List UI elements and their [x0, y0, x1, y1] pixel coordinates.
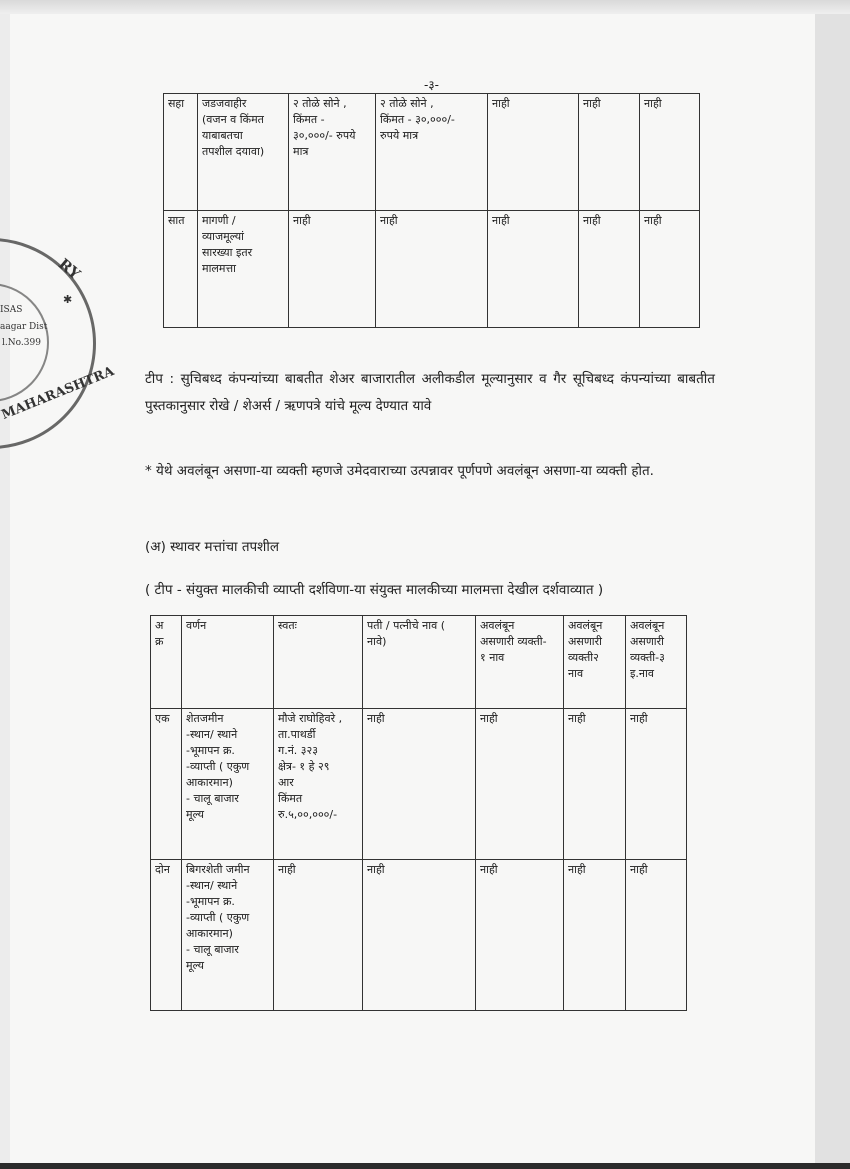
cell-self: मौजे राघोहिवरे , ता.पाथर्डी ग.नं. ३२३ क्षेत्र- १ हे २९ आर किंमत रु.५,००,०००/-: [274, 709, 363, 860]
cell-dependent-2: नाही: [579, 211, 640, 328]
scan-bottom-edge: [0, 1163, 850, 1169]
seal-text-line3: l.No.399: [2, 338, 41, 348]
row-description: बिगरशेती जमीन -स्थान/ स्थाने -भूमापन क्र. -व्याप्ती ( एकुण आकारमान) - चालू बाजार मूल्य: [182, 860, 274, 1011]
table-header-row: [151, 616, 687, 709]
seal-text-line2: aagar Dist: [0, 322, 48, 332]
cell-spouse: २ तोळे सोने , किंमत - ३०,०००/- रुपये मात्र: [376, 94, 488, 211]
immovable-property-table: [150, 615, 687, 1011]
section-title: (अ) स्थावर मत्तांचा तपशील: [145, 539, 280, 555]
cell-dependent-2: नाही: [564, 709, 626, 860]
cell-self: २ तोळे सोने , किंमत - ३०,०००/- रुपये मात्र: [289, 94, 376, 211]
cell-dependent-3: नाही: [626, 709, 687, 860]
seal-text-line1: ISAS: [0, 305, 23, 315]
seal-text-state: MAHARASHTRA: [0, 364, 117, 423]
row-description: मागणी / व्याजमूल्यां सारख्या इतर मालमत्ता: [198, 211, 289, 328]
cell-dependent-3: नाही: [640, 94, 700, 211]
cell-dependent-1: नाही: [476, 860, 564, 1011]
row-description: शेतजमीन -स्थान/ स्थाने -भूमापन क्र. -व्याप्ती ( एकुण आकारमान) - चालू बाजार मूल्य: [182, 709, 274, 860]
dependents-note: * येथे अवलंबून असणा-या व्यक्ती म्हणजे उमेदवाराच्या उत्पन्नावर पूर्णपणे अवलंबून असणा-या व्यक्ती होत.: [145, 463, 654, 479]
table-row: [151, 709, 687, 860]
cell-self: नाही: [289, 211, 376, 328]
scan-shadow: [0, 0, 850, 14]
header-dependent-3: अवलंबून असणारी व्यक्ती-३ इ.नाव: [626, 616, 687, 709]
header-description: वर्णन: [182, 616, 274, 709]
row-serial: दोन: [151, 860, 182, 1011]
cell-spouse: नाही: [376, 211, 488, 328]
header-spouse: पती / पत्नीचे नाव ( नावे): [363, 616, 476, 709]
table-row: [151, 860, 687, 1011]
row-serial: सात: [164, 211, 198, 328]
scan-edge: [815, 0, 850, 1169]
cell-self: नाही: [274, 860, 363, 1011]
cell-spouse: नाही: [363, 709, 476, 860]
header-self: स्वतः: [274, 616, 363, 709]
valuation-note: टीप : सुचिबध्द कंपन्यांच्या बाबतीत शेअर बाजारातील अलीकडील मूल्यानुसार व गैर सूचिबध्द कंपन्यांच्या बाबतीत पुस्तकानुसार रोखे / शेअर्स / ऋणपत्रे यांचे मूल्य देण्यात यावे: [145, 371, 715, 414]
cell-dependent-1: नाही: [488, 94, 579, 211]
cell-dependent-3: नाही: [640, 211, 700, 328]
cell-dependent-3: नाही: [626, 860, 687, 1011]
header-dependent-1: अवलंबून असणारी व्यक्ती- १ नाव: [476, 616, 564, 709]
header-dependent-2: अवलंबून असणारी व्यक्ती२ नाव: [564, 616, 626, 709]
seal-star-icon: ✱: [63, 293, 73, 306]
header-serial: अ क्र: [151, 616, 182, 709]
table-row: [164, 94, 700, 211]
row-description: जडजवाहीर (वजन व किंमत याबाबतचा तपशील दयावा): [198, 94, 289, 211]
page-number: -३-: [424, 78, 439, 92]
seal-text-top: RY: [54, 254, 84, 284]
row-serial: सहा: [164, 94, 198, 211]
cell-dependent-2: नाही: [564, 860, 626, 1011]
table-row: [164, 211, 700, 328]
movable-assets-table: [163, 93, 700, 328]
row-serial: एक: [151, 709, 182, 860]
cell-dependent-2: नाही: [579, 94, 640, 211]
joint-ownership-note: ( टीप - संयुक्त मालकीची व्याप्ती दर्शविणा-या संयुक्त मालकीच्या मालमत्ता देखील दर्शवाव्यात ): [145, 582, 604, 598]
cell-dependent-1: नाही: [476, 709, 564, 860]
cell-dependent-1: नाही: [488, 211, 579, 328]
cell-spouse: नाही: [363, 860, 476, 1011]
